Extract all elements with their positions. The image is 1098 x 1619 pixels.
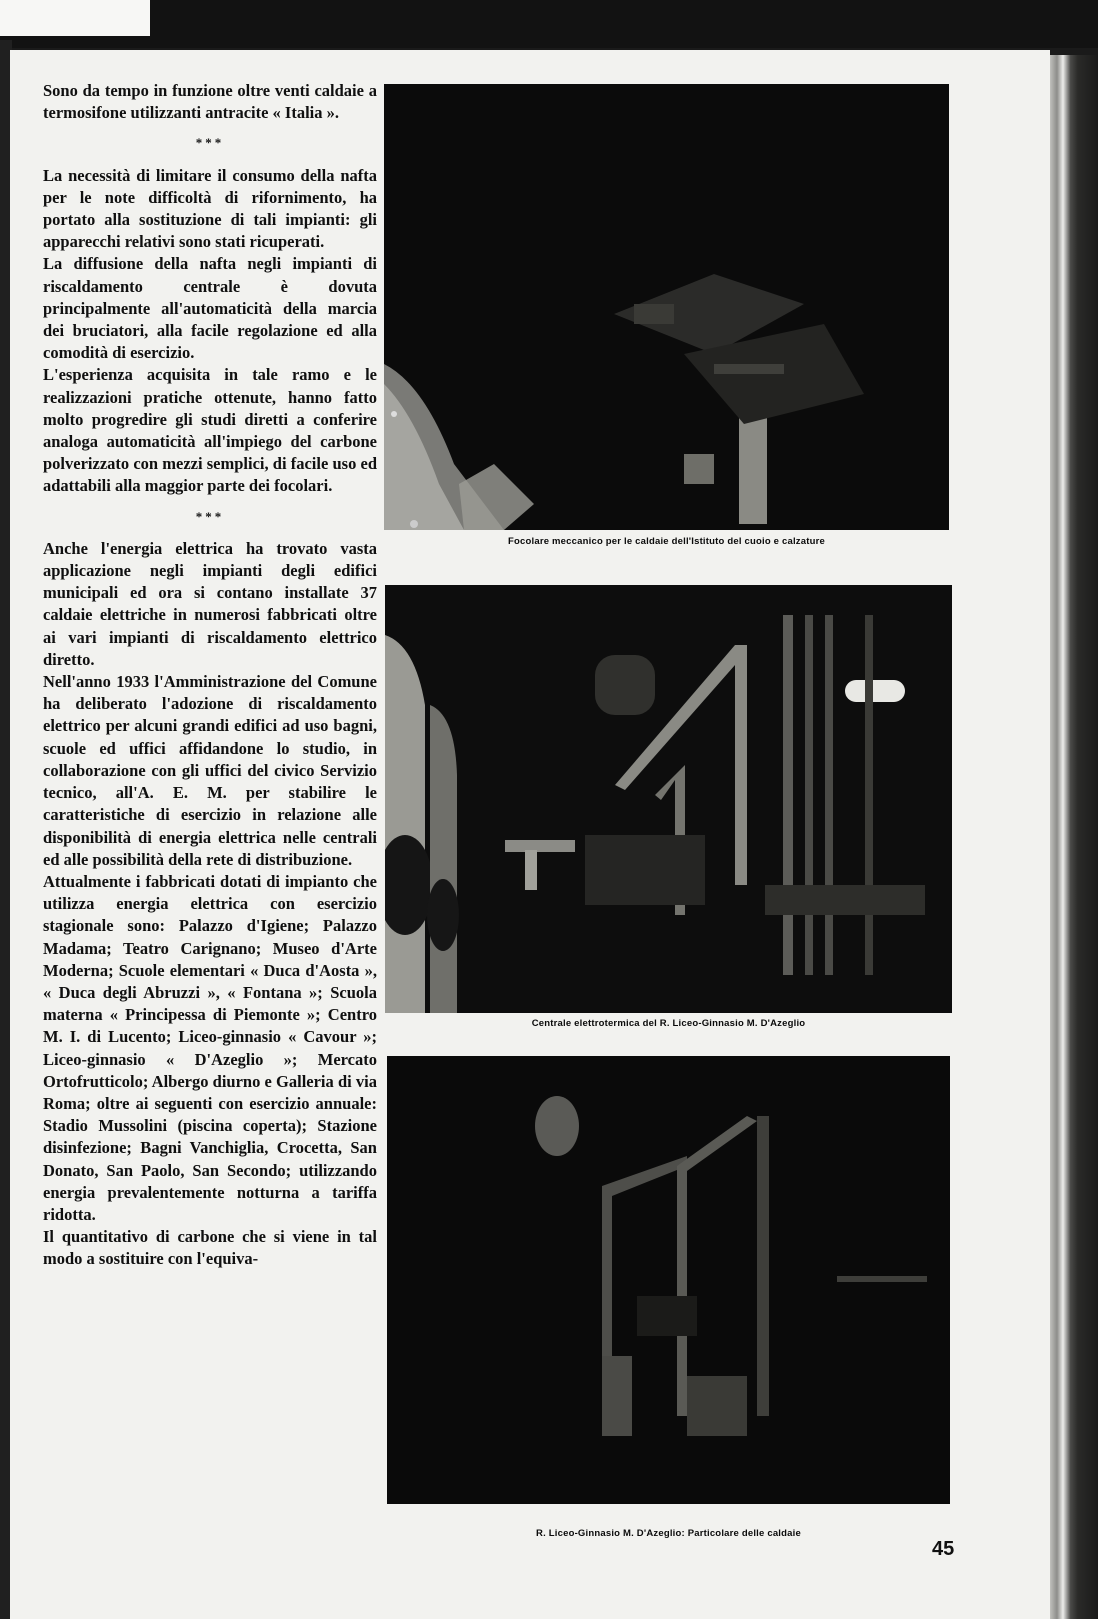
paragraph-1: La necessità di limitare il consumo della nafta per le note difficoltà di rifornimento, ha portato alla sostituzione di tali impianti: gli apparecchi relativi sono stati ricuperati.: [43, 165, 377, 252]
paragraph-2: La diffusione della nafta negli impianti di riscaldamento centrale è dovuta principalmente all'automaticità della marcia dei bruciatori, alla facile regolazione ed alla comodità di esercizio.: [43, 254, 377, 363]
paragraph-7: Il quantitativo di carbone che si viene in tal modo a sostituire con l'equiva-: [43, 1227, 377, 1269]
photo-electrothermal-plant: [385, 585, 952, 1013]
paragraph-3: L'esperienza acquisita in tale ramo e le realizzazioni pratiche ottenute, hanno fatto molto progredire gli studi diretti a conferire analoga automaticità all'impiego del carbone polverizzato con mezzi semplici, di facile uso ed adattabili alla maggior parte dei focolari.: [43, 365, 377, 496]
paragraph-6: Attualmente i fabbricati dotati di impianto che utilizza energia elettrica con esercizio stagionale sono: Palazzo d'Igiene; Palazzo Madama; Teatro Carignano; Museo d'Arte Moderna; Scuole elementari « Duca d'Aosta », « Duca degli Abruzzi », « Fontana »; Scuola materna « Principessa di Piemonte »; Centro M. I. di Lucento; Liceo-ginnasio « Cavour »; Liceo-ginnasio « D'Azeglio »; Mercato Ortofrutticolo; Albergo diurno e Galleria di via Roma; oltre ai seguenti con esercizio annuale: Stadio Mussolini (piscina coperta); Stazione disinfezione; Bagni Vanchiglia, Crocetta, San Donato, San Paolo, San Secondo; utilizzando energia prevalentemente notturna a tariffa ridotta.: [43, 871, 377, 1224]
photo-boiler-detail: [387, 1056, 950, 1504]
caption-photo-1: Focolare meccanico per le caldaie dell'Istituto del cuoio e calzature: [508, 536, 825, 547]
photo-mechanical-furnace-image: [384, 84, 949, 530]
photo-electrothermal-plant-image: [385, 585, 952, 1013]
caption-photo-2: Centrale elettrotermica del R. Liceo-Ginnasio M. D'Azeglio: [531, 1018, 806, 1029]
photo-boiler-detail-image: [387, 1056, 950, 1504]
book-spine-edge: [1048, 55, 1098, 1619]
paragraph-intro: Sono da tempo in funzione oltre venti caldaie a termosifone utilizzanti antracite « Italia ».: [43, 81, 377, 123]
paragraph-5: Nell'anno 1933 l'Amministrazione del Comune ha deliberato l'adozione di riscaldamento elettrico per alcuni grandi edifici ad uso bagni, scuole ed uffici affidandone lo studio, in collaborazione con gli uffici del civico Servizio tecnico, all'A. E. M. per stabilire le caratteristiche di esercizio in relazione alle disponibilità di energia elettrica nelle centrali ed alle possibilità della rete di distribuzione.: [43, 672, 377, 869]
paragraph-4: Anche l'energia elettrica ha trovato vasta applicazione negli impianti degli edifici municipali ed ora si contano installate 37 caldaie elettriche in numerosi fabbricati oltre ai vari impianti di riscaldamento elettrico diretto.: [43, 538, 377, 669]
document-page: [10, 50, 1050, 1619]
text-column: [43, 80, 377, 1271]
section-separator: ***: [195, 135, 225, 151]
section-separator-2: ***: [195, 508, 225, 524]
photo-mechanical-furnace: [384, 84, 949, 530]
scan-top-border: [0, 0, 1098, 48]
scan-label-patch: [0, 0, 150, 36]
page-number: 45: [932, 1538, 955, 1560]
caption-photo-3: R. Liceo-Ginnasio M. D'Azeglio: Particolare delle caldaie: [536, 1528, 801, 1539]
